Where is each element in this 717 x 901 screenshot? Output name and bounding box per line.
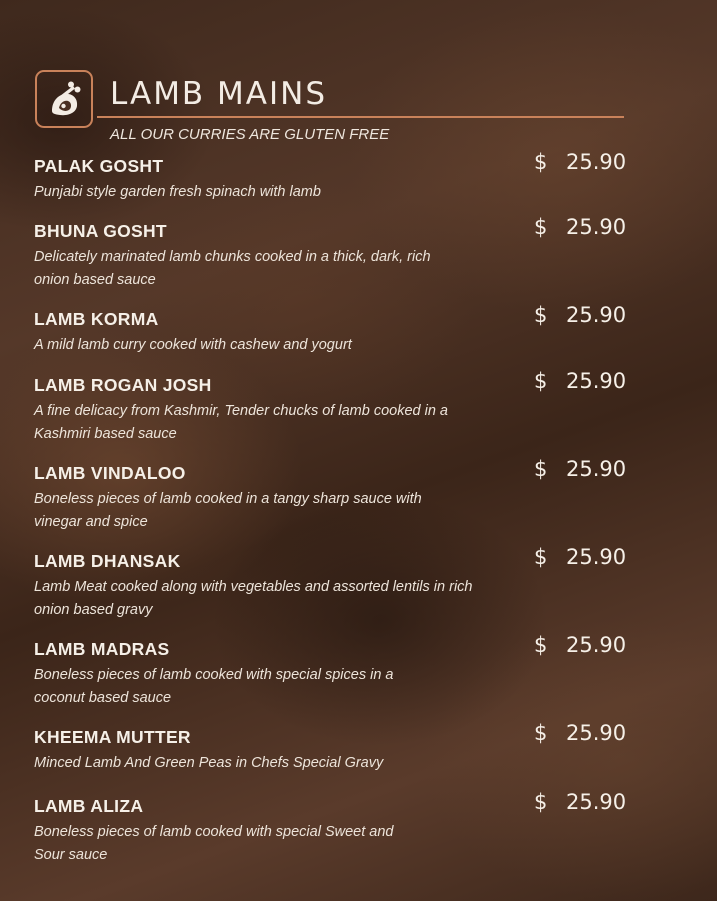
item-description: Lamb Meat cooked along with vegetables and assorted lentils in rich onion based gravy	[34, 579, 473, 618]
price-value: 25.90	[566, 721, 627, 745]
item-description: A fine delicacy from Kashmir, Tender chucks of lamb cooked in a Kashmiri based sauce	[34, 403, 448, 442]
item-name: KHEEMA MUTTER	[34, 727, 191, 747]
lamb-icon	[42, 77, 86, 121]
menu-item	[34, 303, 634, 357]
item-name: LAMB KORMA	[34, 309, 159, 329]
menu-item	[34, 150, 634, 204]
currency-symbol: $	[534, 150, 548, 174]
item-price	[534, 545, 626, 569]
currency-symbol: $	[534, 457, 548, 481]
price-value: 25.90	[566, 457, 627, 481]
menu-item	[34, 369, 634, 446]
menu-header	[35, 70, 625, 150]
item-name: BHUNA GOSHT	[34, 221, 167, 241]
price-value: 25.90	[566, 215, 627, 239]
price-value: 25.90	[566, 633, 627, 657]
currency-symbol: $	[534, 721, 548, 745]
menu-item	[34, 790, 634, 867]
item-price	[534, 303, 626, 327]
item-price	[534, 790, 626, 814]
menu-item	[34, 545, 634, 622]
item-price	[534, 633, 626, 657]
item-price	[534, 150, 626, 174]
item-name: LAMB ALIZA	[34, 796, 144, 816]
price-value: 25.90	[566, 369, 627, 393]
item-description: Boneless pieces of lamb cooked with special spices in a coconut based sauce	[34, 667, 394, 706]
item-description: Punjabi style garden fresh spinach with lamb	[34, 184, 321, 200]
item-description: Delicately marinated lamb chunks cooked in a thick, dark, rich onion based sauce	[34, 249, 431, 288]
item-price	[534, 457, 626, 481]
section-subtitle: ALL OUR CURRIES ARE GLUTEN FREE	[110, 126, 390, 143]
currency-symbol: $	[534, 633, 548, 657]
item-price	[534, 721, 626, 745]
item-description: A mild lamb curry cooked with cashew and yogurt	[34, 337, 352, 353]
currency-symbol: $	[534, 369, 548, 393]
item-price	[534, 369, 626, 393]
menu-item	[34, 721, 634, 775]
item-name: LAMB MADRAS	[34, 639, 170, 659]
currency-symbol: $	[534, 545, 548, 569]
currency-symbol: $	[534, 303, 548, 327]
item-description: Minced Lamb And Green Peas in Chefs Special Gravy	[34, 755, 384, 771]
price-value: 25.90	[566, 303, 627, 327]
menu-item	[34, 457, 634, 534]
item-name: LAMB DHANSAK	[34, 551, 181, 571]
price-value: 25.90	[566, 150, 627, 174]
currency-symbol: $	[534, 790, 548, 814]
section-logo	[35, 70, 93, 128]
price-value: 25.90	[566, 545, 627, 569]
item-name: LAMB ROGAN JOSH	[34, 375, 212, 395]
currency-symbol: $	[534, 215, 548, 239]
item-price	[534, 215, 626, 239]
menu-item	[34, 633, 634, 710]
item-name: LAMB VINDALOO	[34, 463, 186, 483]
item-description: Boneless pieces of lamb cooked in a tangy sharp sauce with vinegar and spice	[34, 491, 422, 530]
title-divider	[97, 116, 624, 118]
item-name: PALAK GOSHT	[34, 156, 164, 176]
item-description: Boneless pieces of lamb cooked with special Sweet and Sour sauce	[34, 824, 394, 863]
menu-item	[34, 215, 634, 292]
price-value: 25.90	[566, 790, 627, 814]
section-title: LAMB MAINS	[110, 76, 328, 112]
